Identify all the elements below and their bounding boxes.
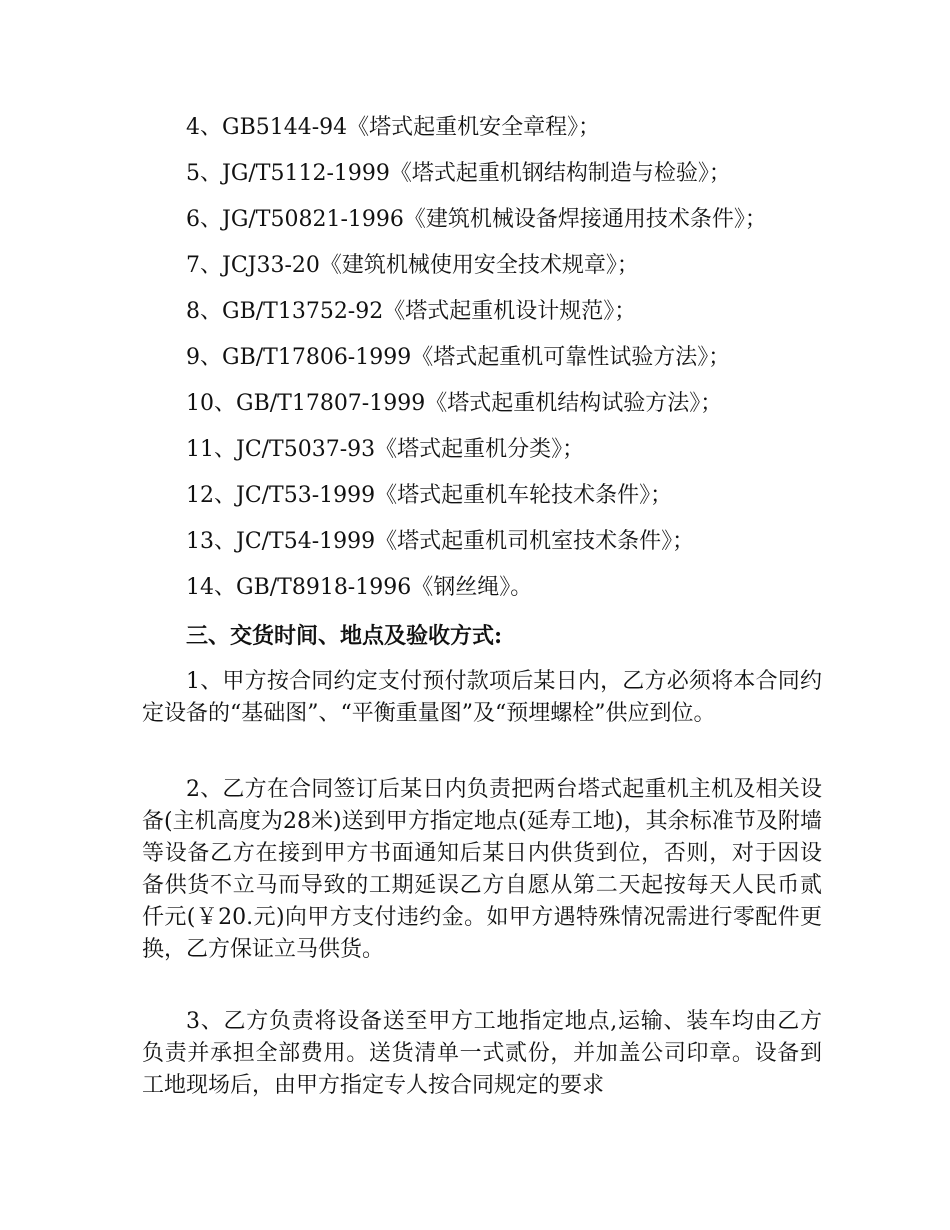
standard-item: 9、GB/T17806-1999《塔式起重机可靠性试验方法》； [186, 345, 731, 370]
standard-item: 11、JC/T5037-93《塔式起重机分类》； [186, 437, 585, 462]
standard-item: 10、GB/T17807-1999《塔式起重机结构试验方法》； [186, 391, 723, 416]
standards-list [142, 112, 822, 618]
section-heading-delivery: 三、交货时间、地点及验收方式: [186, 623, 503, 649]
standard-item: 7、JCJ33-20《建筑机械使用安全技术规章》； [186, 253, 639, 278]
standard-item: 8、GB/T13752-92《塔式起重机设计规范》； [186, 299, 637, 324]
paragraph-delivery-3: 3、乙方负责将设备送至甲方工地指定地点,运输、装车均由乙方负责并承担全部费用。送货清单一式贰份，并加盖公司印章。设备到工地现场后，由甲方指定专人按合同规定的要求 [142, 1009, 822, 1098]
standard-item: 6、JG/T50821-1996《建筑机械设备焊接通用技术条件》； [186, 207, 767, 232]
standard-item: 13、JC/T54-1999《塔式起重机司机室技术条件》； [186, 529, 695, 554]
paragraph-delivery-1: 1、甲方按合同约定支付预付款项后某日内，乙方必须将本合同约定设备的“基础图”、“平衡重量图”及“预埋螺栓”供应到位。 [142, 669, 822, 726]
standard-item: 5、JG/T5112-1999《塔式起重机钢结构制造与检验》； [186, 161, 731, 186]
paragraph-delivery-2: 2、乙方在合同签订后某日内负责把两台塔式起重机主机及相关设备(主机高度为28米)送到甲方指定地点(延寿工地)，其余标准节及附墙等设备乙方在接到甲方书面通知后某日内供货到位，否则，对于因设备供货不立马而导致的工期延误乙方自愿从第二天起按每天人民币贰仟元(￥20.元)向甲方支付违约金。如甲方遇特殊情况需进行零配件更换，乙方保证立马供货。 [142, 777, 822, 962]
standard-item: 14、GB/T8918-1996《钢丝绳》。 [186, 575, 533, 600]
standard-item: 4、GB5144-94《塔式起重机安全章程》； [186, 115, 601, 140]
standard-item: 12、JC/T53-1999《塔式起重机车轮技术条件》； [186, 483, 673, 508]
